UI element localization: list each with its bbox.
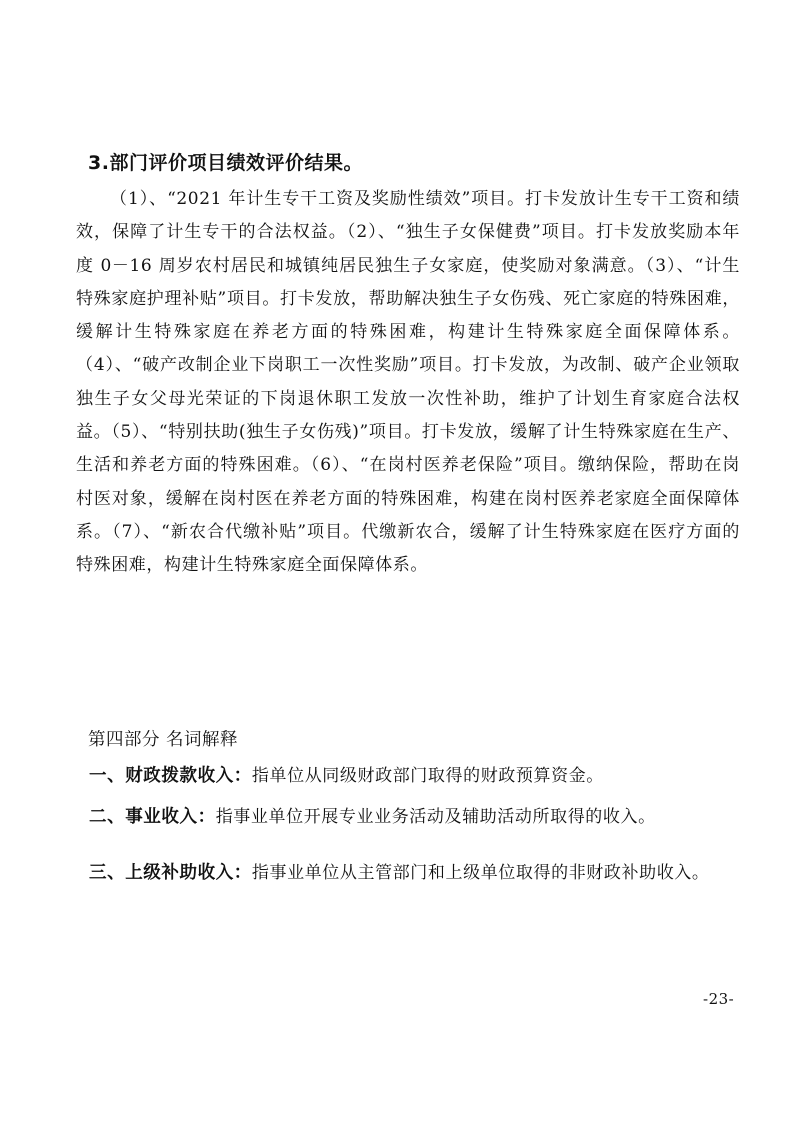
definition-term: 一、财政拨款收入：: [89, 766, 252, 786]
definition-text: 指单位从同级财政部门取得的财政预算资金。: [251, 766, 604, 786]
body-paragraph: （1）、“2021 年计生专干工资及奖励性绩效”项目。打卡发放计生专干工资和绩效，保障了计生专干的合法权益。（2）、“独生子女保健费”项目。打卡发放奖励本年度 0－16 周岁农村居民和城镇纯居民独生子女家庭，使奖励对象满意。（3）、“计生特殊家庭护理补贴”项目。打卡发放，帮助解决独生子女伤残、死亡家庭的特殊困难，缓解计生特殊家庭在养老方面的特殊困难，构建计生特殊家庭全面保障体系。（4）、“破产改制企业下岗职工一次性奖励”项目。打卡发放，为改制、破产企业领取独生子女父母光荣证的下岗退休职工发放一次性补助，维护了计划生育家庭合法权益。（5）、“特别扶助(独生子女伤残)”项目。打卡发放，缓解了计生特殊家庭在生产、生活和养老方面的特殊困难。（6）、“在岗村医养老保险”项目。缴纳保险，帮助在岗村医对象，缓解在岗村医在养老方面的特殊困难，构建在岗村医养老家庭全面保障体系。（7）、“新农合代缴补贴”项目。代缴新农合，缓解了计生特殊家庭在医疗方面的特殊困难，构建计生特殊家庭全面保障体系。: [76, 189, 740, 576]
definition-fiscal-appropriation: [76, 760, 740, 793]
definition-term: 三、上级补助收入：: [89, 863, 252, 883]
section-heading: 3.部门评价项目绩效评价结果。: [88, 152, 363, 174]
definition-superior-subsidy: [76, 857, 740, 890]
part-four-title: 第四部分 名词解释: [88, 730, 239, 750]
definition-term: 二、事业收入：: [89, 807, 216, 827]
definition-business-income: [76, 801, 740, 834]
definition-text: 指事业单位开展专业业务活动及辅助活动所取得的收入。: [215, 807, 656, 827]
page-number: -23-: [703, 990, 735, 1008]
definition-text: 指事业单位从主管部门和上级单位取得的非财政补助收入。: [251, 863, 710, 883]
